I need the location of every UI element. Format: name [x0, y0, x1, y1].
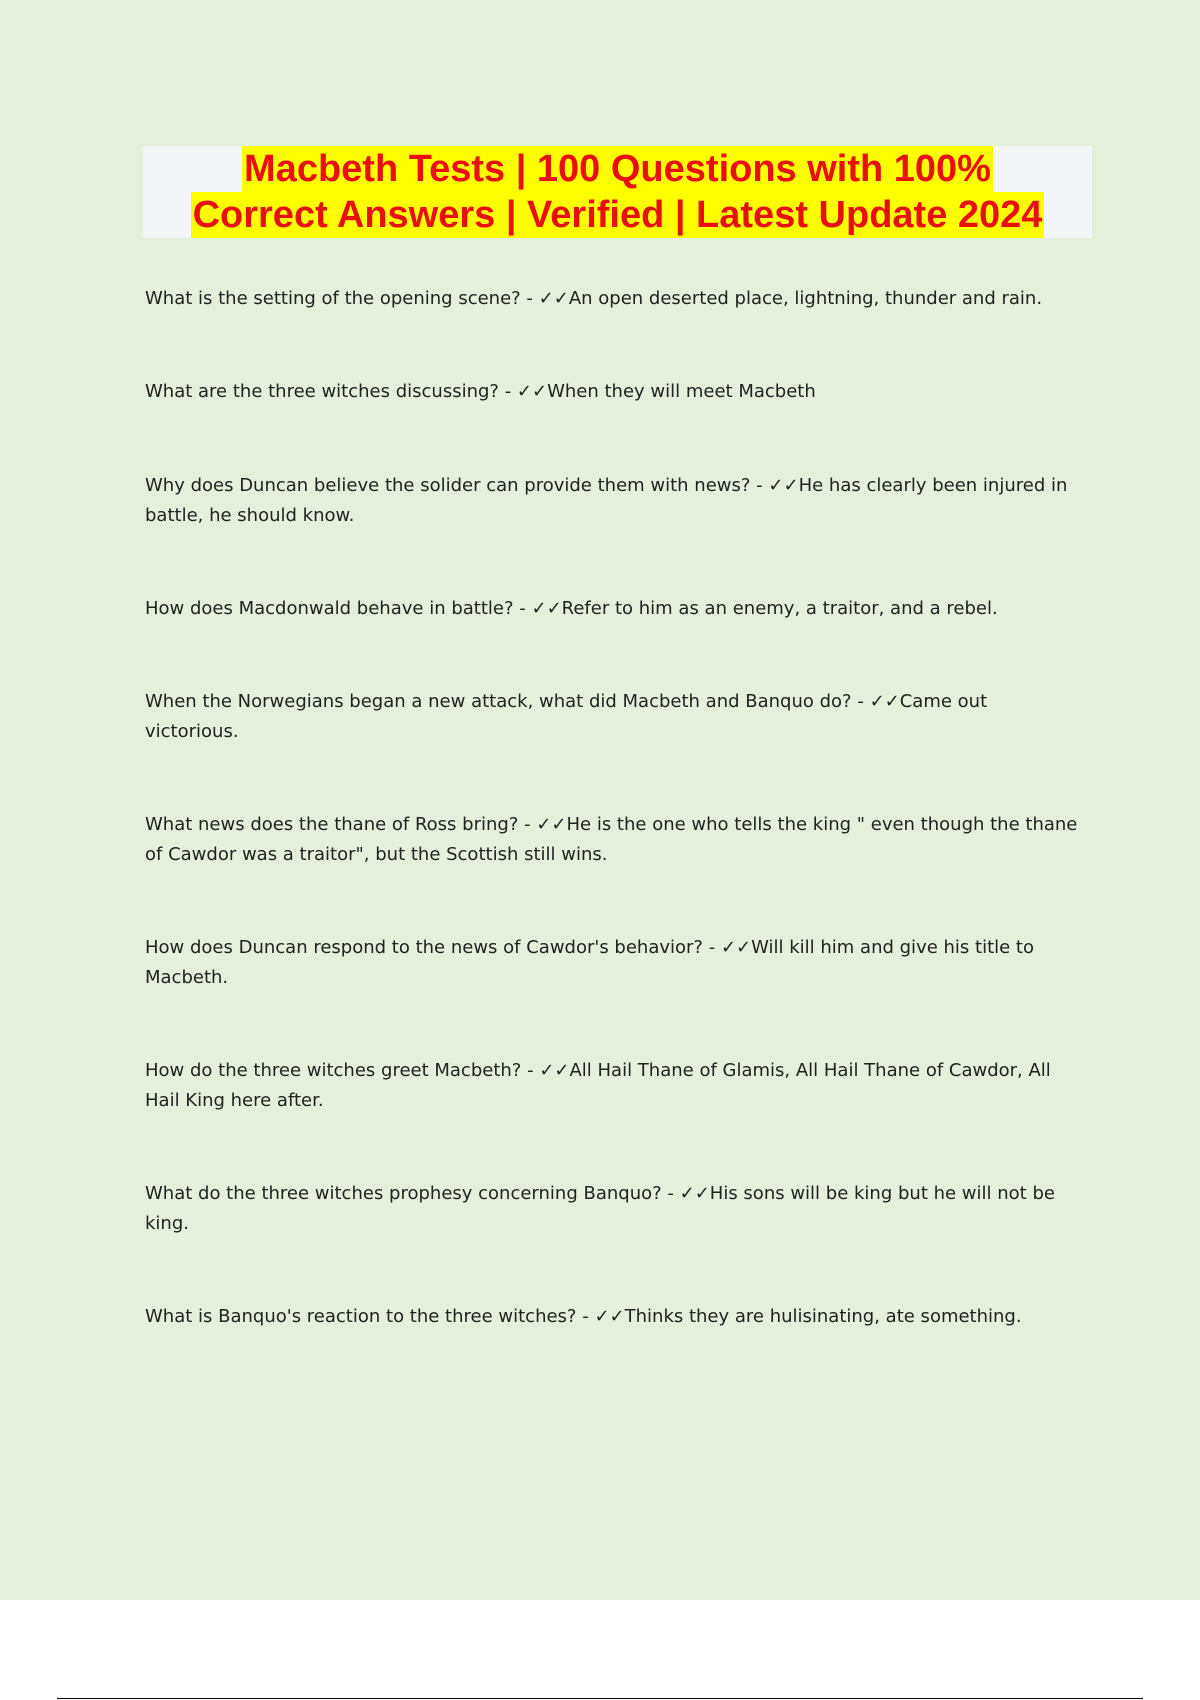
double-check-icon: ✓✓	[536, 814, 567, 835]
answer-text: Will kill him and give his title to Macbeth.	[145, 937, 1035, 988]
separator: -	[851, 691, 870, 712]
double-check-icon: ✓✓	[720, 937, 752, 958]
separator: -	[661, 1183, 680, 1204]
double-check-icon: ✓✓	[869, 691, 900, 712]
question-text: What do the three witches prophesy concerning Banquo?	[145, 1183, 662, 1204]
separator: -	[750, 475, 769, 496]
double-check-icon: ✓✓	[594, 1306, 625, 1327]
double-check-icon: ✓✓	[531, 598, 562, 619]
question-text: How does Macdonwald behave in battle?	[145, 598, 514, 619]
separator: -	[513, 598, 532, 619]
separator: -	[576, 1306, 595, 1327]
qa-item-6	[145, 810, 1085, 870]
double-check-icon: ✓✓	[539, 1060, 570, 1081]
answer-text: All Hail Thane of Glamis, All Hail Thane of Cawdor, All Hail King here after.	[145, 1060, 1051, 1111]
document-title	[143, 146, 1092, 238]
qa-item-7	[145, 933, 1085, 993]
double-check-icon: ✓✓	[516, 381, 548, 402]
qa-item-8	[145, 1056, 1085, 1116]
question-text: What are the three witches discussing?	[145, 381, 499, 402]
answer-text: An open deserted place, lightning, thunder and rain.	[568, 288, 1043, 309]
double-check-icon: ✓✓	[538, 288, 569, 309]
answer-text: Thinks they are hulisinating, ate something.	[624, 1306, 1022, 1327]
question-text: Why does Duncan believe the solider can provide them with news?	[145, 475, 751, 496]
answer-text: He has clearly been injured in battle, he should know.	[145, 475, 1068, 526]
footer-divider	[57, 1698, 1143, 1699]
qa-item-9	[145, 1179, 1085, 1239]
question-text: What news does the thane of Ross bring?	[145, 814, 519, 835]
answer-text: When they will meet Macbeth	[547, 381, 816, 402]
separator: -	[520, 288, 539, 309]
separator: -	[702, 937, 721, 958]
answer-text: He is the one who tells the king " even though the thane of Cawdor was a traitor", but the Scottish still wins.	[145, 814, 1078, 865]
qa-item-4	[145, 594, 1085, 624]
answer-text: His sons will be king but he will not be king.	[145, 1183, 1055, 1234]
double-check-icon: ✓✓	[679, 1183, 710, 1204]
qa-item-10	[145, 1302, 1085, 1332]
qa-item-2	[145, 377, 1085, 407]
answer-text: Came out victorious.	[145, 691, 988, 742]
separator: -	[521, 1060, 540, 1081]
question-text: What is Banquo's reaction to the three witches?	[145, 1306, 577, 1327]
question-text: How does Duncan respond to the news of Cawdor's behavior?	[145, 937, 703, 958]
qa-item-3	[145, 471, 1085, 531]
qa-item-1	[145, 284, 1085, 314]
title-line-1: Macbeth Tests | 100 Questions with 100%	[244, 148, 991, 190]
qa-item-5	[145, 687, 1085, 747]
double-check-icon: ✓✓	[768, 475, 799, 496]
separator: -	[498, 381, 517, 402]
question-text: When the Norwegians began a new attack, what did Macbeth and Banquo do?	[145, 691, 852, 712]
answer-text: Refer to him as an enemy, a traitor, and a rebel.	[561, 598, 998, 619]
question-text: What is the setting of the opening scene?	[145, 288, 521, 309]
separator: -	[518, 814, 537, 835]
question-text: How do the three witches greet Macbeth?	[145, 1060, 522, 1081]
title-line-2: Correct Answers | Verified | Latest Update 2024	[192, 194, 1043, 236]
